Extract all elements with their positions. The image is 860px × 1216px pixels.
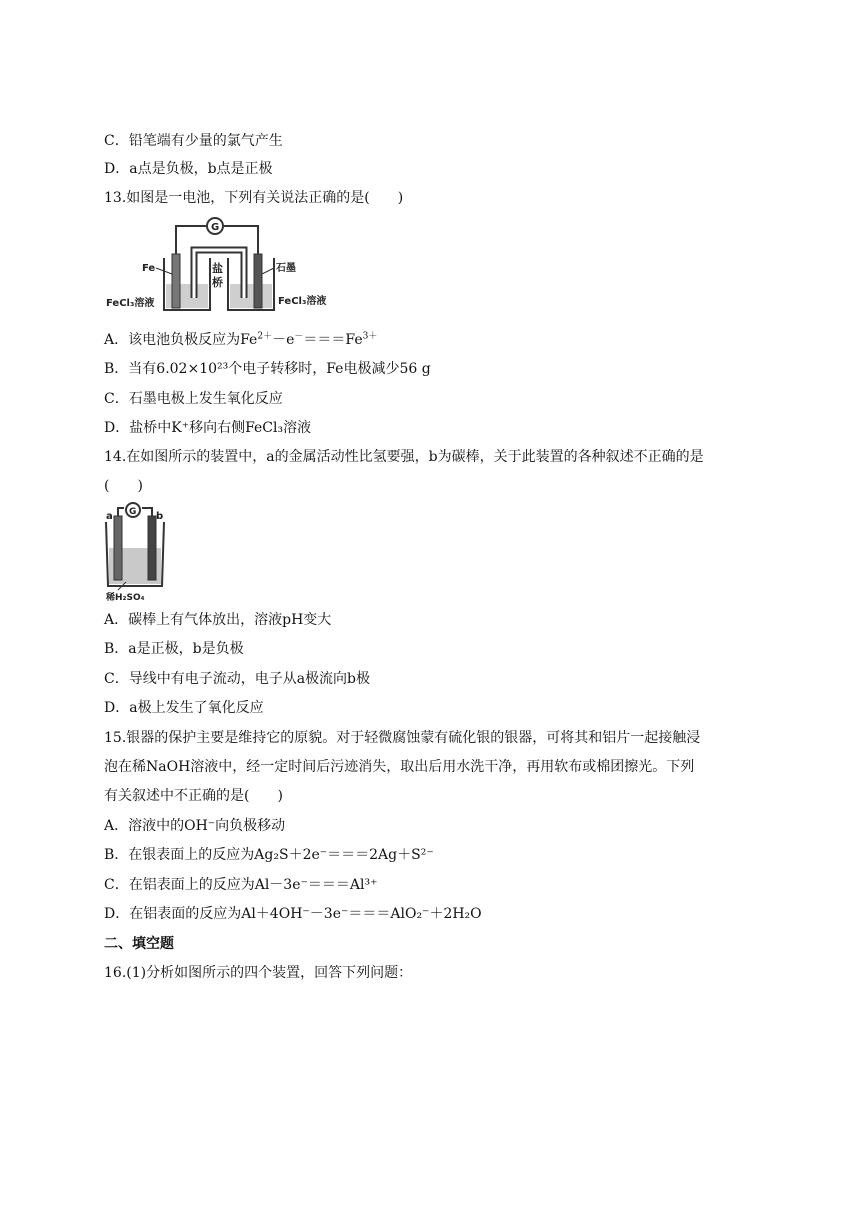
q13-option-b: B．当有6.02×10²³个电子转移时，Fe电极减少56 g xyxy=(104,361,431,377)
q15-option-d: D．在铝表面的反应为Al＋4OH⁻－3e⁻＝＝＝AlO₂⁻＋2H₂O xyxy=(104,906,482,922)
q15-stem-line-1: 15.银器的保护主要是维持它的原貌。对于轻微腐蚀蒙有硫化银的银器，可将其和铝片一起接触浸 xyxy=(104,730,701,746)
q13-stem: 13.如图是一电池，下列有关说法正确的是( ) xyxy=(104,190,404,206)
q12-option-c: C．铅笔端有少量的氯气产生 xyxy=(104,133,283,149)
q13-option-c: C．石墨电极上发生氧化反应 xyxy=(104,391,283,407)
q15-option-b: B．在银表面上的反应为Ag₂S＋2e⁻＝＝＝2Ag＋S²⁻ xyxy=(104,847,434,863)
q14-option-c: C．导线中有电子流动，电子从a极流向b极 xyxy=(104,671,371,687)
q13-battery-figure xyxy=(104,214,344,318)
section-title: 二、填空题 xyxy=(104,936,174,952)
q14-option-d: D．a极上发生了氧化反应 xyxy=(104,700,264,716)
salt-bridge-label-1: 盐 xyxy=(212,262,223,275)
label-b: b xyxy=(156,511,164,522)
q14-option-a: A．碳棒上有气体放出，溶液pH变大 xyxy=(104,612,332,628)
right-solution-label: FeCl₃溶液 xyxy=(278,296,327,307)
q14-cell-figure xyxy=(104,502,194,604)
q15-stem-line-2: 泡在稀NaOH溶液中，经一定时间后污迹消失，取出后用水洗干净，再用软布或棉团擦光。下列 xyxy=(104,759,695,775)
q13-option-a: A．该电池负极反应为$Fe^{2+}-e^-===Fe^{3+}$ xyxy=(104,331,378,348)
left-solution-label: FeCl₃溶液 xyxy=(106,298,155,309)
acid-label: 稀H₂SO₄ xyxy=(106,593,145,603)
q12-option-d: D．a点是负极，b点是正极 xyxy=(104,161,273,177)
graphite-label: 石墨 xyxy=(276,263,296,274)
electrode-b xyxy=(148,516,156,580)
graphite-electrode xyxy=(254,254,262,308)
electrode-a xyxy=(114,516,122,580)
right-solution xyxy=(230,284,272,308)
q14-galvanometer-label: G xyxy=(129,507,137,517)
label-a: a xyxy=(106,511,113,522)
q14-stem-cont: ( ) xyxy=(104,478,143,494)
fe-electrode xyxy=(172,254,180,308)
salt-bridge-label-2: 桥 xyxy=(212,276,223,289)
q15-stem-line-3: 有关叙述中不正确的是( ) xyxy=(104,788,283,804)
q13-option-a-prefix: A．该电池负极反应为Fe xyxy=(104,332,258,348)
q15-option-a: A．溶液中的OH⁻向负极移动 xyxy=(104,818,286,834)
q13-galvanometer-label: G xyxy=(211,222,220,233)
q13-option-a-suffix: ＝Fe xyxy=(331,332,363,348)
q14-option-b: B．a是正极，b是负极 xyxy=(104,641,244,657)
q16-stem: 16.(1)分析如图所示的四个装置，回答下列问题： xyxy=(104,965,413,981)
q14-stem: 14.在如图所示的装置中，a的金属活动性比氢要强，b为碳棒，关于此装置的各种叙述不正确的是 xyxy=(104,449,704,465)
q13-option-d: D．盐桥中K⁺移向右侧FeCl₃溶液 xyxy=(104,420,312,436)
fe-label: Fe xyxy=(142,263,156,274)
q15-option-c: C．在铝表面上的反应为Al－3e⁻＝＝＝Al³⁺ xyxy=(104,877,378,893)
